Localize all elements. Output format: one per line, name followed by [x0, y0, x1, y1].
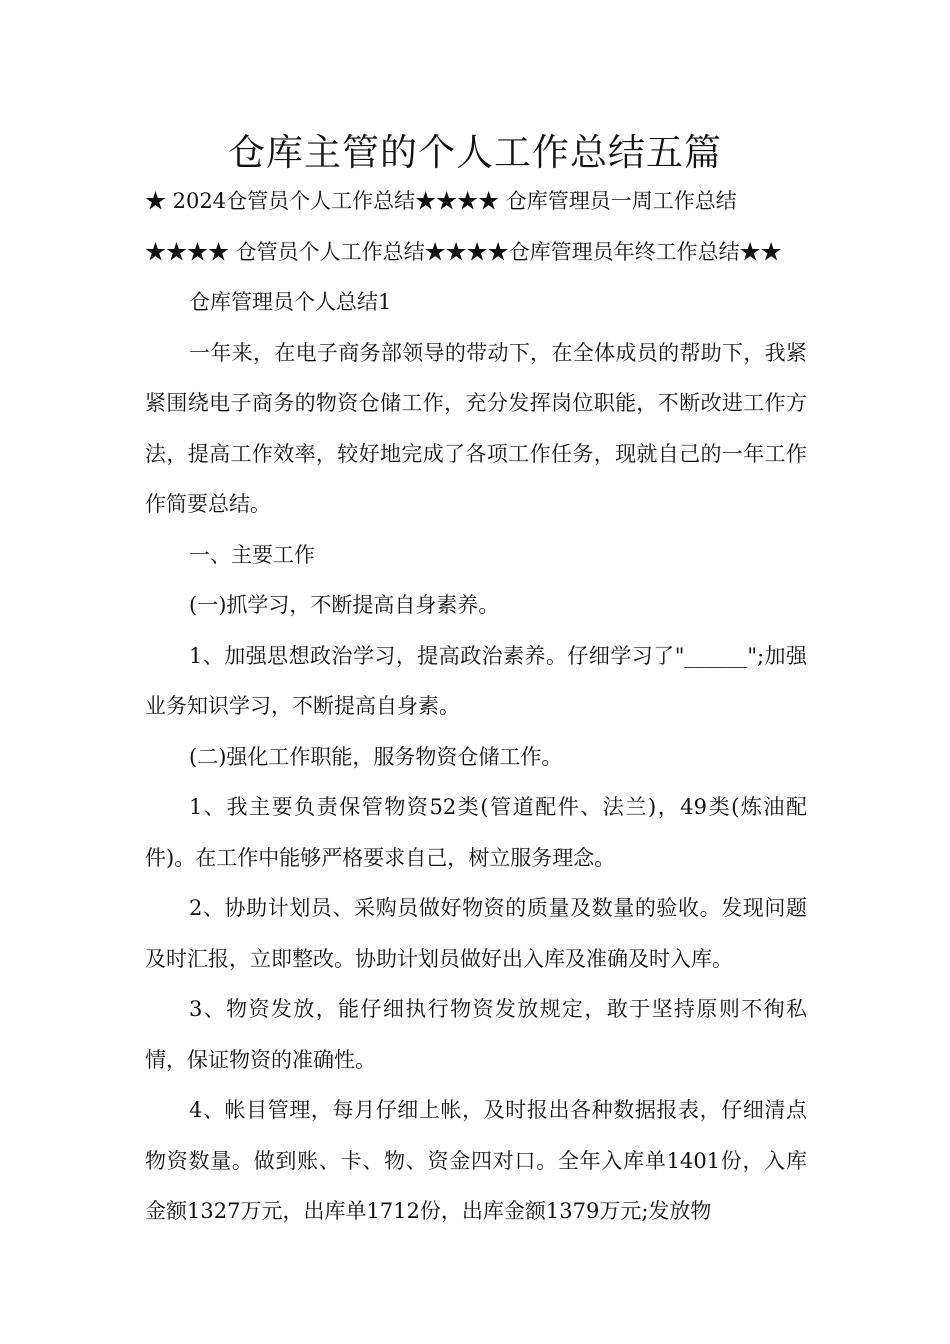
- paragraph: 一年来，在电子商务部领导的带动下，在全体成员的帮助下，我紧紧围绕电子商务的物资仓储工作，充分发挥岗位职能，不断改进工作方法，提高工作效率，较好地完成了各项工作任务，现就自己的一年工作作简要总结。: [145, 340, 807, 516]
- sub-heading: (一)抓学习，不断提高自身素养。: [189, 593, 500, 617]
- paragraph: 1、我主要负责保管物资52类(管道配件、法兰)，49类(炼油配件)。在工作中能够严格要求自己，树立服务理念。: [145, 795, 807, 870]
- document-body: [145, 176, 807, 1237]
- paragraph: 4、帐目管理，每月仔细上帐，及时报出各种数据报表，仔细清点物资数量。做到账、卡、物、资金四对口。全年入库单1401份，入库金额1327万元，出库单1712份，出库金额1379万元;发放物: [145, 1098, 807, 1223]
- paragraph: 3、物资发放，能仔细执行物资发放规定，敢于坚持原则不徇私情，保证物资的准确性。: [145, 997, 807, 1072]
- related-articles-links[interactable]: ★ 2024仓管员个人工作总结★★★★ 仓库管理员一周工作总结★★★★ 仓管员个人工作总结★★★★仓库管理员年终工作总结★★: [145, 189, 782, 264]
- section-heading: 仓库管理员个人总结1: [189, 290, 392, 314]
- document-title: 仓库主管的个人工作总结五篇: [228, 131, 722, 174]
- paragraph: 1、加强思想政治学习，提高政治素养。仔细学习了"______";加强业务知识学习，不断提高自身素。: [145, 643, 807, 718]
- section-heading: 一、主要工作: [189, 542, 315, 567]
- paragraph: 2、协助计划员、采购员做好物资的质量及数量的验收。发现问题及时汇报，立即整改。协助计划员做好出入库及准确及时入库。: [145, 896, 807, 971]
- sub-heading: (二)强化工作职能，服务物资仓储工作。: [189, 744, 563, 769]
